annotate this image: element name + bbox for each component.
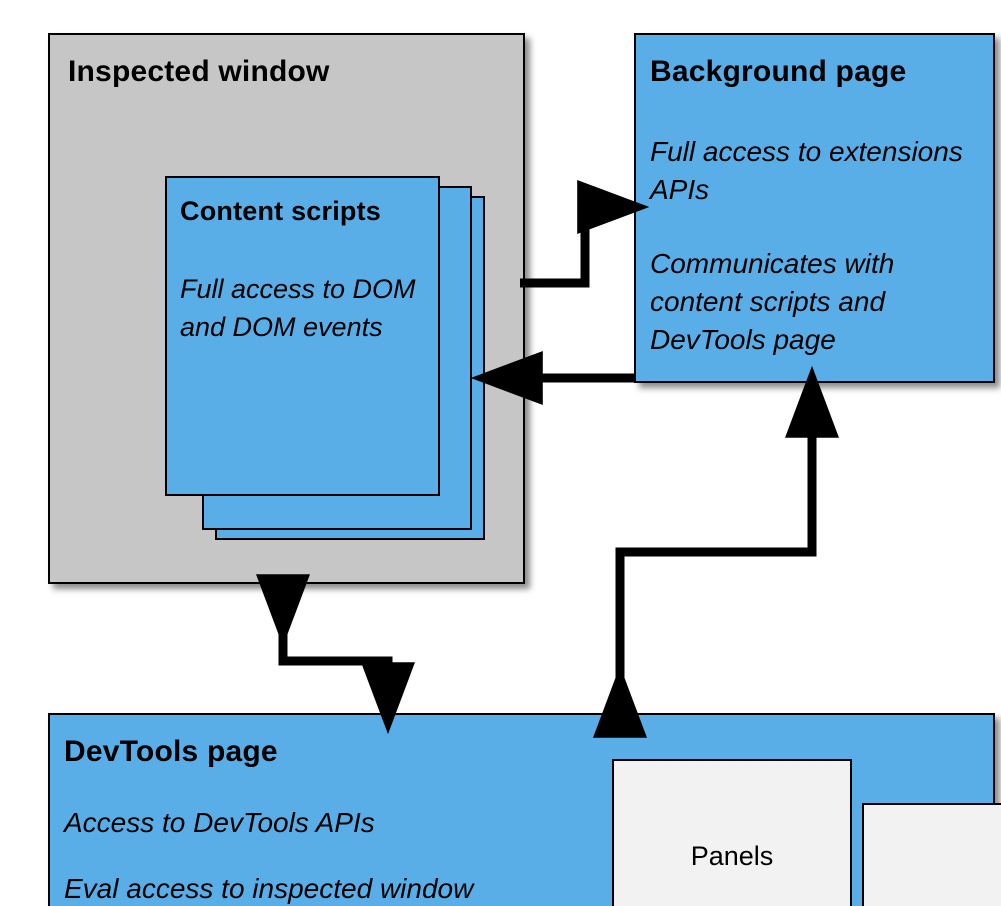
arrow-inspected-window-devtools [283, 612, 388, 700]
arrow-devtools-background [620, 400, 812, 700]
background-page-text-communicates: Communicates with content scripts and DevTools page [650, 248, 895, 355]
panels-box [612, 759, 852, 906]
background-page-title: Background page [650, 55, 907, 88]
panels-stack-sheet-middle [862, 803, 1001, 906]
panels-label: Panels [690, 841, 774, 871]
devtools-page-text-apis: Access to DevTools APIs [64, 807, 375, 838]
background-page-text-apis: Full access to extensions APIs [650, 136, 963, 205]
arrow-content-scripts-to-background [520, 207, 615, 283]
devtools-page-text-eval: Eval access to inspected window [64, 873, 474, 904]
devtools-page-title: DevTools page [64, 735, 278, 768]
content-scripts-title: Content scripts [180, 196, 382, 226]
background-page-box [634, 33, 995, 383]
inspected-window-title: Inspected window [68, 55, 330, 88]
content-scripts-box [165, 176, 440, 496]
devtools-page-box [48, 713, 995, 906]
content-scripts-text: Full access to DOM and DOM events [180, 274, 416, 342]
